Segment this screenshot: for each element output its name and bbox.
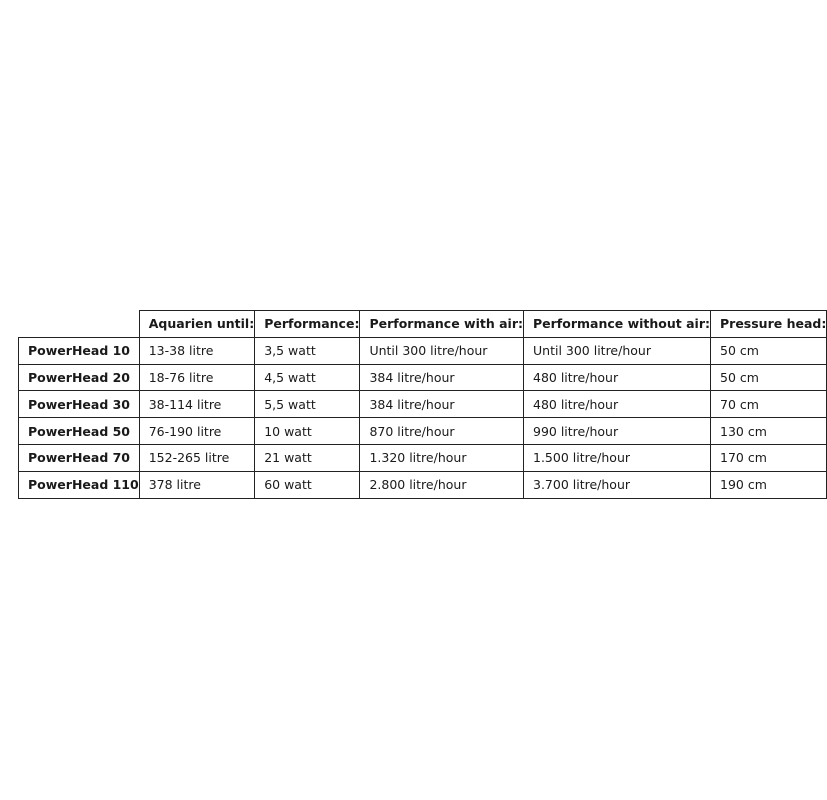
aquarium-size-cell: 18-76 litre — [139, 364, 254, 391]
flow-with-air-cell: 2.800 litre/hour — [360, 471, 524, 498]
flow-with-air-cell: 384 litre/hour — [360, 391, 524, 418]
header-row — [19, 311, 827, 338]
model-name: PowerHead 20 — [19, 364, 140, 391]
table-row — [19, 364, 827, 391]
flow-without-air-cell: 1.500 litre/hour — [524, 444, 711, 471]
power-cell: 60 watt — [255, 471, 360, 498]
model-name: PowerHead 70 — [19, 444, 140, 471]
table-row — [19, 444, 827, 471]
pressure-head-cell: 50 cm — [711, 364, 827, 391]
pressure-head-cell: 130 cm — [711, 418, 827, 445]
aquarium-size-cell: 38-114 litre — [139, 391, 254, 418]
flow-with-air-cell: Until 300 litre/hour — [360, 337, 524, 364]
header-flow-without-air: Performance without air: — [524, 311, 711, 338]
power-cell: 5,5 watt — [255, 391, 360, 418]
header-aquarium-size: Aquarien until: — [139, 311, 254, 338]
header-flow-with-air: Performance with air: — [360, 311, 524, 338]
model-name: PowerHead 50 — [19, 418, 140, 445]
aquarium-size-cell: 13-38 litre — [139, 337, 254, 364]
empty-corner-cell — [19, 311, 140, 338]
power-cell: 4,5 watt — [255, 364, 360, 391]
flow-without-air-cell: 480 litre/hour — [524, 364, 711, 391]
flow-with-air-cell: 384 litre/hour — [360, 364, 524, 391]
power-cell: 3,5 watt — [255, 337, 360, 364]
flow-with-air-cell: 870 litre/hour — [360, 418, 524, 445]
aquarium-size-cell: 76-190 litre — [139, 418, 254, 445]
flow-without-air-cell: Until 300 litre/hour — [524, 337, 711, 364]
power-cell: 10 watt — [255, 418, 360, 445]
model-name: PowerHead 30 — [19, 391, 140, 418]
pressure-head-cell: 190 cm — [711, 471, 827, 498]
table-row — [19, 337, 827, 364]
model-name: PowerHead 110 — [19, 471, 140, 498]
aquarium-size-cell: 152-265 litre — [139, 444, 254, 471]
table-row — [19, 418, 827, 445]
model-name: PowerHead 10 — [19, 337, 140, 364]
table-row — [19, 391, 827, 418]
flow-without-air-cell: 990 litre/hour — [524, 418, 711, 445]
header-pressure-head: Pressure head: — [711, 311, 827, 338]
flow-without-air-cell: 480 litre/hour — [524, 391, 711, 418]
pressure-head-cell: 70 cm — [711, 391, 827, 418]
header-power: Performance: — [255, 311, 360, 338]
pressure-head-cell: 50 cm — [711, 337, 827, 364]
power-cell: 21 watt — [255, 444, 360, 471]
specifications-table — [18, 310, 827, 499]
flow-without-air-cell: 3.700 litre/hour — [524, 471, 711, 498]
aquarium-size-cell: 378 litre — [139, 471, 254, 498]
pressure-head-cell: 170 cm — [711, 444, 827, 471]
flow-with-air-cell: 1.320 litre/hour — [360, 444, 524, 471]
table-row — [19, 471, 827, 498]
